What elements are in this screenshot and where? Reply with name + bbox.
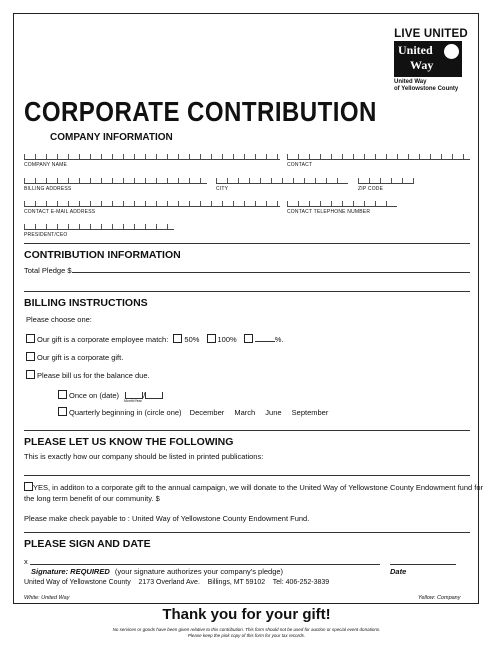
once-month-field[interactable] bbox=[125, 392, 143, 399]
thank-you-message: Thank you for your gift! bbox=[162, 606, 331, 623]
zip-caption: ZIP CODE bbox=[358, 186, 384, 192]
employee-match-label: Our gift is a corporate employee match: bbox=[37, 335, 169, 344]
listed-label: This is exactly how our company should be listed in printed publications: bbox=[24, 452, 264, 461]
white-copy-label: White: United Way bbox=[24, 595, 70, 601]
match-100-label: 100% bbox=[217, 335, 237, 344]
president-field[interactable] bbox=[24, 221, 174, 230]
month-march[interactable]: March bbox=[234, 408, 256, 417]
once-option: Once on (date) / bbox=[58, 390, 163, 400]
month-september[interactable]: September bbox=[291, 408, 329, 417]
match-other-checkbox[interactable] bbox=[244, 334, 253, 343]
united-way-logo bbox=[394, 28, 468, 93]
phone-caption: CONTACT TELEPHONE NUMBER bbox=[287, 209, 371, 215]
endowment-option bbox=[24, 482, 483, 492]
total-pledge-label: Total Pledge $ bbox=[24, 266, 72, 275]
month-june[interactable]: June bbox=[265, 408, 282, 417]
contact-field[interactable] bbox=[287, 151, 470, 160]
logo-mark bbox=[394, 41, 462, 77]
disclaimer-line-2: Please keep the pink copy of this form for your tax records. bbox=[187, 633, 306, 638]
billing-address-field[interactable] bbox=[24, 175, 207, 184]
bill-us-label: Please bill us for the balance due. bbox=[37, 371, 150, 380]
endowment-text: YES, in additon to a corporate gift to the annual campaign, we will donate to the United Way of Yellowstone County Endowment fund for bbox=[33, 483, 483, 492]
logo-org-line1: United Way bbox=[394, 79, 427, 85]
president-caption: PRESIDENT/CEO bbox=[24, 232, 68, 238]
bill-us-option bbox=[26, 370, 150, 380]
corporate-gift-label: Our gift is a corporate gift. bbox=[37, 353, 124, 362]
date-input[interactable] bbox=[390, 564, 456, 565]
yellow-copy-label: Yellow: Company bbox=[418, 595, 461, 601]
logo-word-way: Way bbox=[410, 58, 434, 72]
page-title: CORPORATE CONTRIBUTION bbox=[24, 96, 377, 127]
divider bbox=[24, 291, 470, 292]
phone-field[interactable] bbox=[287, 198, 397, 207]
company-name-field[interactable] bbox=[24, 151, 280, 160]
corporate-gift-checkbox[interactable] bbox=[26, 352, 35, 361]
signature-caption bbox=[31, 567, 283, 576]
month-year-caption: Month/Year bbox=[124, 399, 142, 403]
signature-required-label: Signature: REQUIRED bbox=[31, 567, 110, 576]
signature-x: x bbox=[24, 557, 28, 566]
divider bbox=[24, 430, 470, 431]
once-checkbox[interactable] bbox=[58, 390, 67, 399]
endowment-checkbox[interactable] bbox=[24, 482, 33, 491]
billing-address-caption: BILLING ADDRESS bbox=[24, 186, 72, 192]
choose-one-label: Please choose one: bbox=[26, 315, 92, 324]
billing-heading: BILLING INSTRUCTIONS bbox=[24, 297, 148, 309]
contact-address: United Way of Yellowstone County 2173 Overland Ave. Billings, MT 59102 Tel: 406-252-3839 bbox=[24, 579, 330, 586]
company-name-caption: COMPANY NAME bbox=[24, 162, 68, 168]
quarterly-label: Quarterly beginning in (circle one) bbox=[69, 408, 182, 417]
match-other-label: %. bbox=[274, 335, 284, 344]
quarterly-checkbox[interactable] bbox=[58, 407, 67, 416]
match-50-checkbox[interactable] bbox=[173, 334, 182, 343]
email-caption: CONTACT E-MAIL ADDRESS bbox=[24, 209, 96, 215]
once-label: Once on (date) bbox=[69, 391, 120, 400]
email-field[interactable] bbox=[24, 198, 280, 207]
match-50-label: 50% bbox=[184, 335, 200, 344]
listing-input[interactable] bbox=[24, 475, 470, 476]
divider bbox=[24, 532, 470, 533]
logo-tagline: LIVE UNITED bbox=[394, 28, 468, 40]
corporate-gift-option bbox=[26, 352, 123, 362]
match-100-checkbox[interactable] bbox=[207, 334, 216, 343]
quarterly-option bbox=[58, 407, 328, 417]
total-pledge-input[interactable] bbox=[72, 272, 470, 273]
employee-match-option bbox=[26, 334, 284, 344]
logo-word-united: United bbox=[398, 43, 433, 57]
employee-match-checkbox[interactable] bbox=[26, 334, 35, 343]
helping-hand-icon bbox=[444, 44, 459, 59]
endowment-text-2: the long term benefit of our community. $ bbox=[24, 494, 160, 503]
once-year-field[interactable] bbox=[145, 392, 163, 399]
payable-text: Please make check payable to : United Way of Yellowstone County Endowment Fund. bbox=[24, 514, 310, 523]
city-caption: CITY bbox=[216, 186, 229, 192]
sign-heading: PLEASE SIGN AND DATE bbox=[24, 538, 151, 550]
date-label: Date bbox=[390, 567, 407, 576]
match-other-input[interactable] bbox=[255, 341, 275, 342]
contribution-heading: CONTRIBUTION INFORMATION bbox=[24, 249, 181, 261]
zip-field[interactable] bbox=[358, 175, 414, 184]
signature-note: (your signature authorizes your company's pledge) bbox=[114, 567, 284, 576]
city-field[interactable] bbox=[216, 175, 348, 184]
month-december[interactable]: December bbox=[189, 408, 225, 417]
company-info-heading: COMPANY INFORMATION bbox=[50, 132, 173, 143]
logo-org-line2: of Yellowstone County bbox=[394, 86, 459, 92]
signature-input[interactable] bbox=[30, 564, 380, 565]
contact-caption: CONTACT bbox=[287, 162, 313, 168]
disclaimer-line-1: No services or goods have been given relative to this contribution. This form should not be used for auction or special event donations. bbox=[112, 627, 381, 632]
know-heading: PLEASE LET US KNOW THE FOLLOWING bbox=[24, 436, 234, 448]
bill-us-checkbox[interactable] bbox=[26, 370, 35, 379]
divider bbox=[24, 243, 470, 244]
